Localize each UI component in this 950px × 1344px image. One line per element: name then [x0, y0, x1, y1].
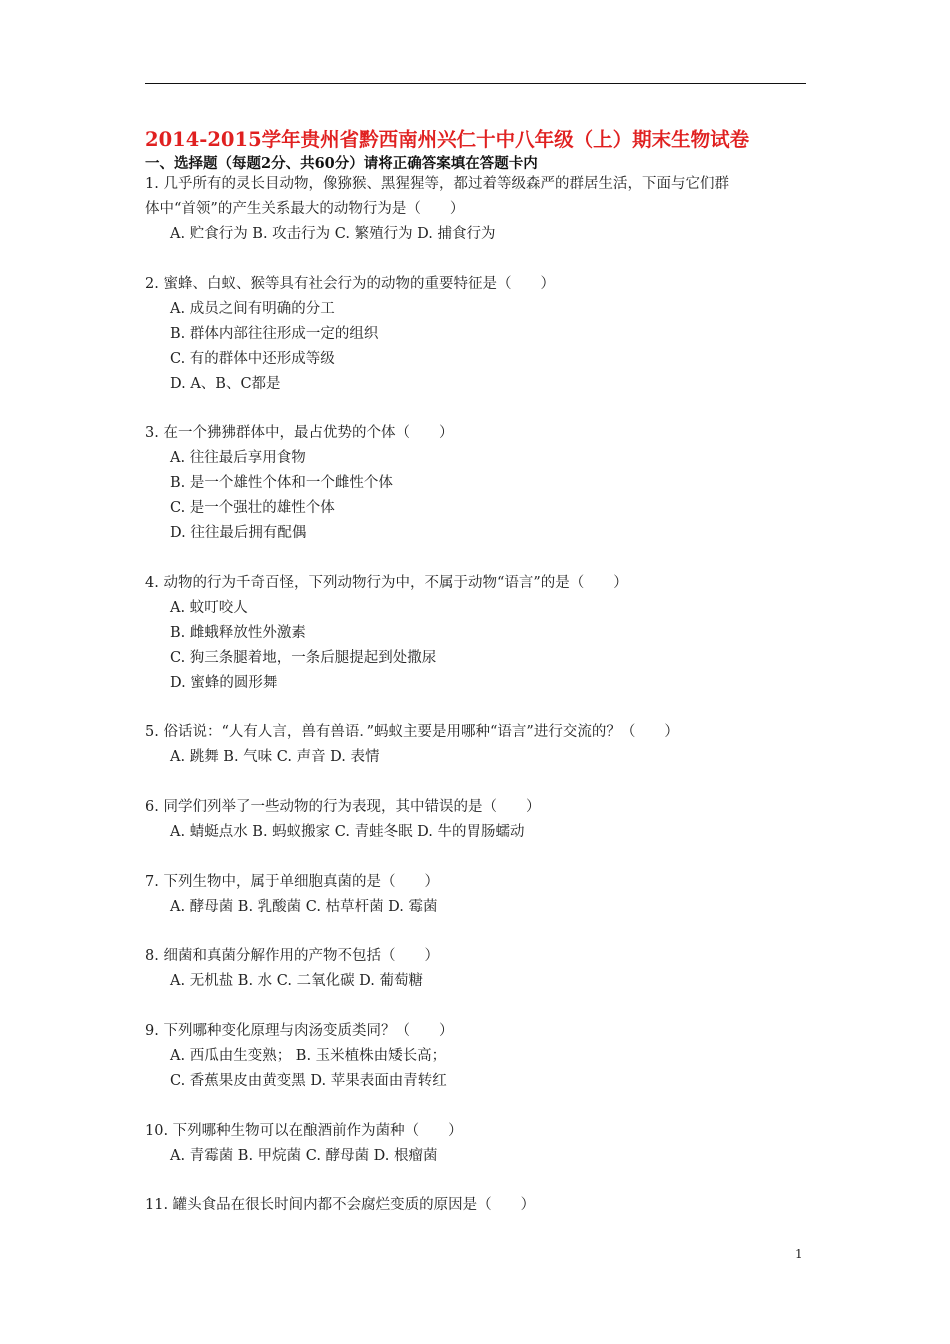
question-1-options: A. 贮食行为 B. 攻击行为 C. 繁殖行为 D. 捕食行为	[170, 226, 496, 242]
question-6-options: A. 蜻蜓点水 B. 蚂蚁搬家 C. 青蛙冬眠 D. 牛的胃肠蠕动	[170, 824, 525, 840]
question-7-options: A. 酵母菌 B. 乳酸菌 C. 枯草杆菌 D. 霉菌	[170, 899, 438, 915]
question-3-option-b: B. 是一个雄性个体和一个雌性个体	[170, 475, 393, 491]
question-6: 6. 同学们列举了一些动物的行为表现，其中错误的是（ ）	[145, 799, 541, 815]
question-2-option-a: A. 成员之间有明确的分工	[170, 301, 335, 317]
question-5-options: A. 跳舞 B. 气味 C. 声音 D. 表情	[170, 749, 380, 765]
question-4: 4. 动物的行为千奇百怪，下列动物行为中，不属于动物“语言”的是（ ）	[145, 575, 628, 591]
question-2: 2. 蜜蜂、白蚁、猴等具有社会行为的动物的重要特征是（ ）	[145, 276, 555, 292]
header-rule	[145, 83, 806, 84]
question-9-options-1: A. 西瓜由生变熟； B. 玉米植株由矮长高；	[170, 1048, 447, 1064]
question-11: 11. 罐头食品在很长时间内都不会腐烂变质的原因是（ ）	[145, 1197, 536, 1213]
question-4-option-a: A. 蚊叮咬人	[170, 600, 248, 616]
question-10: 10. 下列哪种生物可以在酿酒前作为菌种（ ）	[145, 1123, 463, 1139]
exam-title: 2014-2015学年贵州省黔西南州兴仁十中八年级（上）期末生物试卷	[145, 128, 750, 151]
question-4-option-d: D. 蜜蜂的圆形舞	[170, 675, 278, 691]
question-1-line-2: 体中“首领”的产生关系最大的动物行为是（ ）	[145, 201, 465, 217]
question-5: 5. 俗话说：“人有人言，兽有兽语．”蚂蚁主要是用哪种“语言”进行交流的？（ ）	[145, 724, 679, 740]
question-8: 8. 细菌和真菌分解作用的产物不包括（ ）	[145, 948, 439, 964]
question-2-option-d: D. A、B、C都是	[170, 376, 281, 392]
question-4-option-b: B. 雌蛾释放性外激素	[170, 625, 306, 641]
section-heading: 一、选择题（每题2分、共60分）请将正确答案填在答题卡内	[145, 155, 538, 172]
question-8-options: A. 无机盐 B. 水 C. 二氧化碳 D. 葡萄糖	[170, 973, 424, 989]
question-4-option-c: C. 狗三条腿着地，一条后腿提起到处撒尿	[170, 650, 437, 666]
page-number: 1	[795, 1247, 803, 1261]
question-3: 3. 在一个狒狒群体中，最占优势的个体（ ）	[145, 425, 454, 441]
question-10-options: A. 青霉菌 B. 甲烷菌 C. 酵母菌 D. 根瘤菌	[170, 1148, 438, 1164]
question-2-option-c: C. 有的群体中还形成等级	[170, 351, 335, 367]
question-3-option-c: C. 是一个强壮的雄性个体	[170, 500, 335, 516]
question-3-option-d: D. 往往最后拥有配偶	[170, 525, 307, 541]
question-3-option-a: A. 往往最后享用食物	[170, 450, 306, 466]
question-7: 7. 下列生物中，属于单细胞真菌的是（ ）	[145, 874, 439, 890]
question-1-line-1: 1. 几乎所有的灵长目动物，像猕猴、黑猩猩等，都过着等级森严的群居生活，下面与它们群	[145, 176, 729, 192]
question-9-options-2: C. 香蕉果皮由黄变黑 D. 苹果表面由青转红	[170, 1073, 447, 1089]
question-2-option-b: B. 群体内部往往形成一定的组织	[170, 326, 379, 342]
question-9: 9. 下列哪种变化原理与肉汤变质类同？（ ）	[145, 1023, 454, 1039]
